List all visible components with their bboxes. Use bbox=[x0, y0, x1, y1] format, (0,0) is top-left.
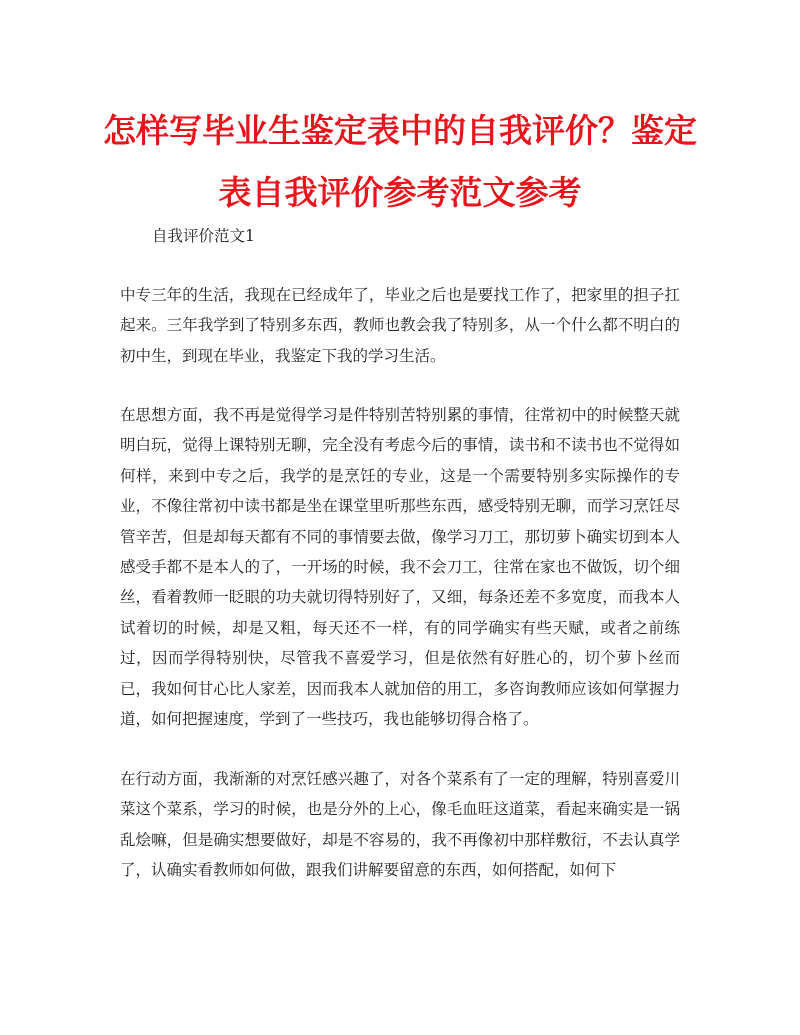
paragraph-thinking: 在思想方面，我不再是觉得学习是件特别苦特别累的事情，往常初中的时候整天就明白玩，觉得上课特别无聊，完全没有考虑今后的事情，读书和不读书也不觉得如何样，来到中专之后，我学的是烹饪的专业，这是一个需要特别多实际操作的专业，不像往常初中读书都是坐在课堂里听那些东西，感受特别无聊，而学习烹饪尽管辛苦，但是却每天都有不同的事情要去做，像学习刀工，那切萝卜确实切到本人感受手都不是本人的了，一开场的时候，我不会刀工，往常在家也不做饭，切个细丝，看着教师一眨眼的功夫就切得特别好了，又细，每条还差不多宽度，而我本人试着切的时候，却是又粗，每天还不一样，有的同学确实有些天赋，或者之前练过，因而学得特别快，尽管我不喜爱学习，但是依然有好胜心的，切个萝卜丝而已，我如何甘心比人家差，因而我本人就加倍的用工，多咨询教师应该如何掌握力道，如何把握速度，学到了一些技巧，我也能够切得合格了。 bbox=[120, 406, 680, 729]
paragraph-action: 在行动方面，我渐渐的对烹饪感兴趣了，对各个菜系有了一定的理解，特别喜爱川菜这个菜系，学习的时候，也是分外的上心，像毛血旺这道菜，看起来确实是一锅乱烩嘛，但是确实想要做好，却是不容易的，我不再像初中那样敷衍，不去认真学了，认确实看教师如何做，跟我们讲解要留意的东西，如何搭配，如何下 bbox=[120, 770, 680, 880]
paragraph-intro: 中专三年的生活，我现在已经成年了，毕业之后也是要找工作了，把家里的担子扛起来。三年我学到了特别多东西，教师也教会我了特别多，从一个什么都不明白的初中生，到现在毕业，我鉴定下我的学习生活。 bbox=[120, 286, 680, 365]
document-title: 怎样写毕业生鉴定表中的自我评价？鉴定表自我评价参考范文参考 bbox=[103, 111, 697, 212]
section-subheading: 自我评价范文1 bbox=[152, 227, 255, 245]
